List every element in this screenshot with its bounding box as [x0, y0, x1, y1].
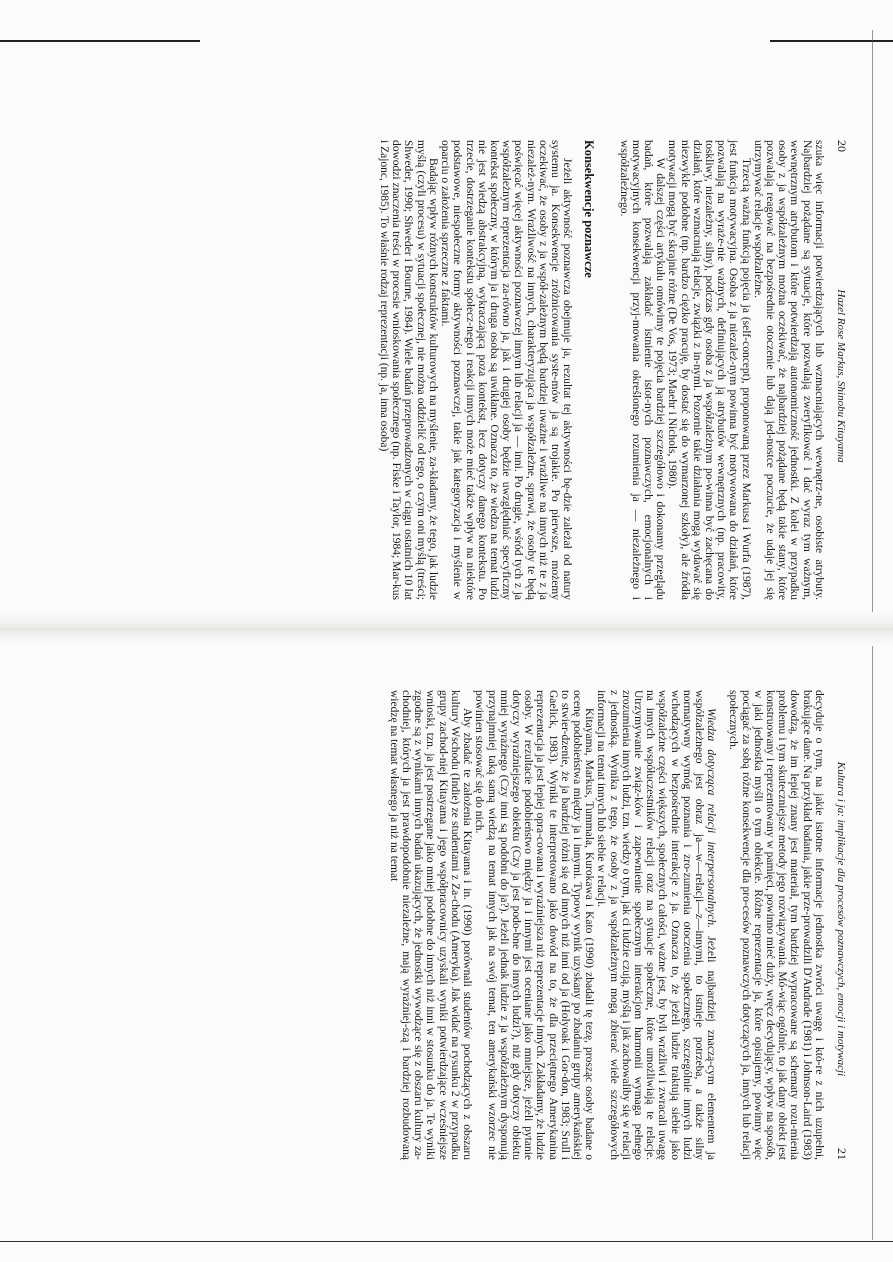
paragraph: [595, 690, 717, 1160]
paragraph: Aby zbadać te założenia Kitayama i in. (1990) porównali studentów pochodzących z obszaru kultury Wschodu (Indie) ze studentami z Za-chodu (Ameryka). Jak widać na rysunku 2 w przypadku grupy zachod-niej Kitayama i jego współpracownicy uzyskali wyniki potwierdzające wcześniejsze wnioski, tzn. ja jest postrzegane jako mniej podobne do innych niż inni w stosunku do ja. Te wyniki zgodne są z wynikami innych badań ukazujących, że jednostki wywodzące się z obszaru kultury za-chodniej, których ja jest prawdopodobnie niezależne, mają wyraźniej-szą i bardziej rozbudowaną wiedzę na temat własnego ja niż na temat: [387, 690, 474, 1160]
paragraph: W dalszej części artykułu omówimy te pojęcia bardziej szczegółowo i dokonamy przeglądu badań, które pozwalają zakładać istnienie istot-nych poznawczych, emocjonalnych i motywacyjnych konsekwencji przyj-mowania określonego rozumienia ja — niezależnego i współzależnego.: [617, 140, 667, 600]
scan-edge-line: [0, 1241, 893, 1242]
page-number: 21: [835, 1148, 849, 1160]
paragraph: Trzecią ważną funkcją pojęcia ja (self-concept), proponowaną przez Markusa i Wurfa (1987), jest funkcja motywacyjna. Osoba z ja niezależ-nym powinna być motywowana do działań, które pozwalają na wyraże-nie ważnych, definiujących ją atrybutów wewnętrznych (np. pracowity, toskliwy, niezależny, silny), podczas gdy osoba z ja współzależnym po-winna być zachęcana do działań, które wzmacniają relacje, związki z in-nymi. Pozornie takie działania mogą wydawać się niezwykle podobne (np. bardzo ciężko pracuję, by dostać się do wymarzonej szkoły), ale źródła motywacji mogą być skrajnie różne (De Vos, 1973; Maehr i Nichols, 1980).: [666, 140, 752, 600]
running-header: [835, 690, 848, 1160]
running-header: [835, 140, 848, 600]
page-20: [378, 140, 848, 600]
page-21: [388, 690, 848, 1160]
running-head: Hazel Rose Markus, Shinobu Kitayama: [835, 289, 847, 463]
italic-lead: Wiedza dotycząca relacji interpersonalnych.: [705, 708, 718, 928]
paragraph-body: Jeżeli najbardziej znaczą-cym elementem ja współzależnego jest obraz ja—w—relacji—z—innymi, to istnieje potrzeba, a także silny normatywny wymóg poznania i zro-zumienia otoczenia społecznego, szczególnie innych ludzi wchodzących w bezpośrednie interakcje z ja. Oznacza to, że jeżeli ludzie traktują siebie jako współzależne części większych, społecznych całości, ważne jest, by byli wrażliwi i zwracali uwagę na innych współuczestników relacji oraz na sytuacje społeczne, które umożliwiają te relacje. Utrzymywanie związ-ków i zapewnienie społecznym interakcjom harmonii wymaga pełnego zrozumienia innych ludzi, tzn. wiedzy o tym, jak ci ludzie czują, myślą i jak zachowaliby się w relacji z jednostką. Wynika z tego, że osoby z ja współzależnym mogą zbierać wiele szczegółowych informacji na temat innych lub siebie w relacji.: [595, 690, 718, 1160]
book-gutter: [0, 612, 893, 646]
running-head: Kultura i ja: implikacje dla procesów poznawczych, emocji i motywacji: [835, 761, 847, 1077]
paragraph: Kitayama, Markus, Tummala, Kurokawa i Kato (1990) zbadali tę tezę, prosząc osoby badane o ocenę podobieństwa między ja i innymi. Typowy wynik uzyskany po zbadaniu grupy amerykańskiej to stwier-dzenie, że ja bardziej różni się od innych niż inni od ja (Holyoak i Gor-don, 1983; Srull i Gaelick, 1983). Wyniki te interpretowano jako dowód na to, że dla przeciętnego Amerykanina reprezentacja ja jest lepiej opra-cowana i wyraźniejsza niż reprezentacje innych. Zakładamy, że ludzie osoby. W rezultacie podobieństwo między ja i innymi jest oceniane jako mniejsze, jeżeli pytanie dotyczy wyraźniejszego obiektu (Czy ja jest podo-bne do innych ludzi?), niż gdy dotyczy obiektu mniej wyraźnego (Czy inni są podobni do ja?). Jeżeli jednak ludzie z ja współzależnym dysponują przynajmniej taką samą wiedzą na temat innych jak na swój temat, ten amerykański wzorzec nie powinien stosować się do nich.: [473, 690, 596, 1160]
section-heading: Konsekwencje poznawcze: [582, 140, 597, 278]
paragraph: Jeżeli aktywność poznawcza obejmuje ja, rezultat tej aktywności bę-dzie zależał od natury systemu ja. Konsekwencje zróżnicowania syste-mów ja są trojakie. Po pierwsze, możemy oczekiwać, że osoby z ja współ-zależnym będą bardziej uważne i wrażliwe na innych niż te z ja niezależ-nym. Wrażliwość na innych, charakteryzująca ja współzależne, sprawi, że osoby te będą poświęcać więcej aktywności poznawczej innym lub relacji ja — inni. Po drugie, wśród tych z ja współzależnym reprezentacja za-równo ja, jak i drugiej osoby będzie uwzględniać specyficzny kontekst społeczny, w którym ja i druga osoba są uwikłane. Oznacza to, że wiedza na temat ludzi nie jest wiedzą abstrakcyjną, wykraczającą poza kontekst, lecz dotyczy danego kontekstu. Po trzecie, dostrzeganie kontekstu społecz-nego i reakcji innych może mieć także wpływ na niektóre podstawowe, niespołeczne formy aktywności poznawczej, takie jak kategoryzacja i myślenie w oparciu o założenia sprzeczne z faktami.: [439, 140, 574, 600]
page-number: 20: [835, 140, 849, 152]
scan-edge-line: [0, 40, 200, 42]
scan-edge-line: [770, 40, 893, 42]
paragraph: Badając wpływ różnych konstruktów kulturowych na myślenie, za-kładamy, że tego, jak ludzie myślą (czyli procesu) w sytuacji społecznej, nie można oddzielić od tego, o czym oni myślą (treści; Shweder, 1990; Shweder i Bourne, 1984). Wiele badań przeprowadzonych w ciągu ostatnich 10 lat dowodzi znaczenia treści w procesie wnioskowania społecznego (np. Fiske i Taylor, 1984; Mar-kus i Zajonc, 1985). To właśnie rodzaj reprezentacji (np. ja, inna osoba): [378, 140, 439, 600]
paragraph: decyduje o tym, na jakie istotne informacje jednostka zwróci uwagę i któ-re z nich uzupełni, brakujące dane. Na przykład badania, jakie prze-prowadzili D'Andrade (1981) i Johnson-Laird (1983) dowodzą, że im lepiej znany jest materiał, tym bardziej wypracowane są schematy rozu-mienia problemu i tym skuteczniejsze metody jego rozwiązywania. Mó-wiąc ogólnie, to jak dany obiekt jest konstruowany i reprezentowany w pamięci, powinno mieć duży, wręcz decydujący, wpływ na sposób, w jaki jednostka myśli o tym obiekcie. Różne reprezentacje ja, które opisujemy, powinny więc pociągać za sobą różne konsekwencje dla pro-cesów poznawczych dotyczących ja, innych lub relacji społecznych.: [727, 690, 825, 1160]
paragraph: szuka więc informacji potwierdzających lub wzmacniających wewnętrz-ne, osobiste atrybuty. Najbardziej pożądane są sytuacje, które pozwalają zweryfikować i dać wyraz tym ważnym, wewnętrznym atrybutom i które potwierdzają autonomiczność jednostki. Z kolei w przypadku osoby z ja współzależnym można oczekiwać, że najbardziej pożądane będą takie stany, które pozwalają reagować na bezpośrednie otoczenie lub dają jed-nostce poczucie, że udaje jej się utrzymywać relacje współzależne.: [751, 140, 825, 600]
